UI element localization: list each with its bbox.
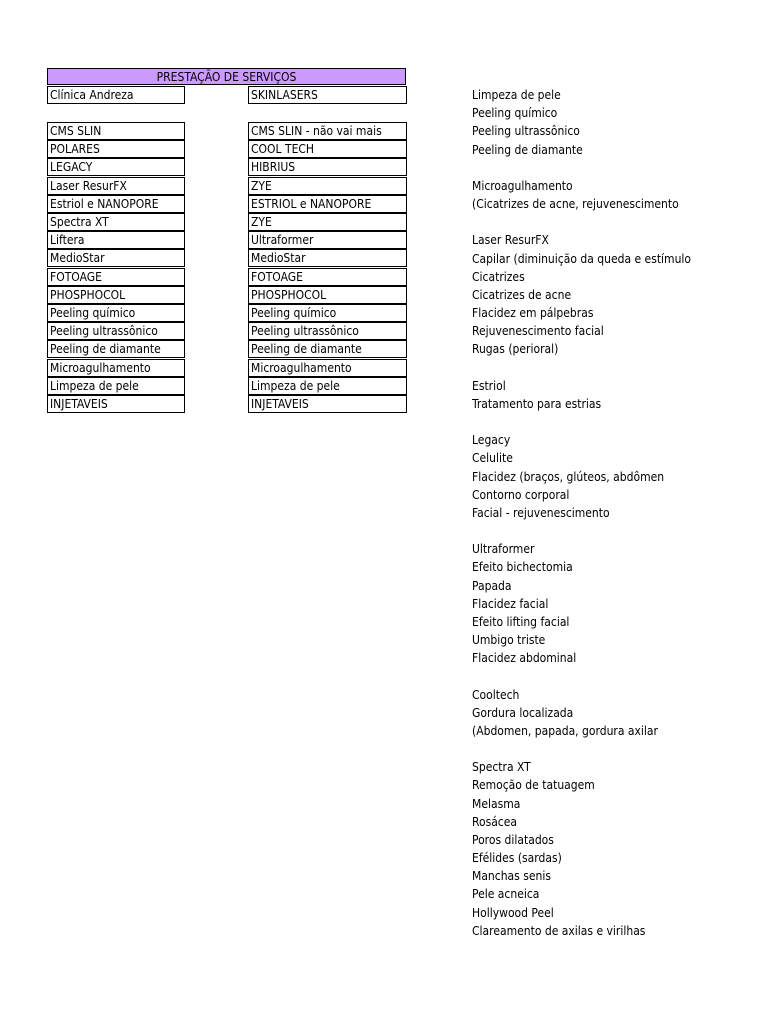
- skinlasers-row: ESTRIOL e NANOPORE: [248, 195, 407, 213]
- skinlasers-row: Peeling químico: [248, 304, 407, 322]
- service-line: Melasma: [472, 796, 521, 811]
- service-line: Cooltech: [472, 687, 520, 702]
- service-line: Gordura localizada: [472, 705, 574, 720]
- service-line: Estriol: [472, 378, 506, 393]
- clinic-andreza-title: Clínica Andreza: [47, 86, 185, 104]
- service-line: Spectra XT: [472, 760, 531, 775]
- skinlasers-row: Peeling ultrassônico: [248, 322, 407, 340]
- clinic-andreza-row: INJETAVEIS: [47, 395, 185, 413]
- service-line: Rejuvenescimento facial: [472, 324, 604, 339]
- service-line: Facial - rejuvenescimento: [472, 505, 610, 520]
- service-line: Rugas (perioral): [472, 342, 559, 357]
- clinic-andreza-row: Microagulhamento: [47, 359, 185, 377]
- service-line: Efélides (sardas): [472, 851, 562, 866]
- skinlasers-row: Microagulhamento: [248, 359, 407, 377]
- clinic-andreza-row: Peeling químico: [47, 304, 185, 322]
- service-line: Rosácea: [472, 814, 517, 829]
- service-line: Contorno corporal: [472, 487, 570, 502]
- skinlasers-row: FOTOAGE: [248, 268, 407, 286]
- skinlasers-row: Ultraformer: [248, 231, 407, 249]
- skinlasers-row: HIBRIUS: [248, 158, 407, 176]
- service-line: Tratamento para estrias: [472, 396, 602, 411]
- service-line: Papada: [472, 578, 512, 593]
- clinic-andreza-row: Limpeza de pele: [47, 377, 185, 395]
- service-line: Hollywood Peel: [472, 905, 554, 920]
- service-line: Flacidez (braços, glúteos, abdômen: [472, 469, 665, 484]
- clinic-andreza-row: Spectra XT: [47, 213, 185, 231]
- service-line: [472, 413, 662, 431]
- service-line: [472, 740, 662, 758]
- service-line: [472, 522, 662, 540]
- service-line: (Abdomen, papada, gordura axilar: [472, 723, 658, 738]
- clinic-andreza-row: FOTOAGE: [47, 268, 185, 286]
- skinlasers-row: Peeling de diamante: [248, 340, 407, 358]
- service-line: Cicatrizes: [472, 269, 525, 284]
- service-line: [472, 213, 662, 231]
- service-line: (Cicatrizes de acne, rejuvenescimento: [472, 197, 679, 212]
- service-line: Ultraformer: [472, 542, 535, 557]
- clinic-andreza-row: Liftera: [47, 231, 185, 249]
- clinic-andreza-row: Peeling de diamante: [47, 340, 185, 358]
- skinlasers-row: INJETAVEIS: [248, 395, 407, 413]
- service-line: Legacy: [472, 433, 511, 448]
- service-line: Celulite: [472, 451, 513, 466]
- clinic-andreza-row: Estriol e NANOPORE: [47, 195, 185, 213]
- skinlasers-row: Limpeza de pele: [248, 377, 407, 395]
- clinic-andreza-row: Laser ResurFX: [47, 177, 185, 195]
- skinlasers-row: PHOSPHOCOL: [248, 286, 407, 304]
- service-line: Clareamento de axilas e virilhas: [472, 923, 646, 938]
- clinic-andreza-row: MedioStar: [47, 249, 185, 267]
- service-line: Efeito bichectomia: [472, 560, 573, 575]
- skinlasers-title: SKINLASERS: [248, 86, 407, 104]
- service-line: Cicatrizes de acne: [472, 287, 572, 302]
- service-line: Limpeza de pele: [472, 88, 561, 102]
- service-line: Flacidez em pálpebras: [472, 306, 594, 321]
- service-line: Peeling químico: [472, 106, 558, 121]
- clinic-andreza-row: Peeling ultrassônico: [47, 322, 185, 340]
- service-line: [472, 667, 662, 685]
- clinic-andreza-row: LEGACY: [47, 158, 185, 176]
- service-line: Remoção de tatuagem: [472, 778, 595, 793]
- service-line: Manchas senis: [472, 869, 551, 884]
- service-line: Flacidez abdominal: [472, 651, 577, 666]
- service-line: Laser ResurFX: [472, 233, 549, 248]
- table-header-title: PRESTAÇÃO DE SERVIÇOS: [47, 68, 406, 85]
- service-line: Flacidez facial: [472, 596, 549, 611]
- clinic-andreza-row: POLARES: [47, 140, 185, 158]
- service-line: Efeito lifting facial: [472, 614, 570, 629]
- clinic-andreza-row: PHOSPHOCOL: [47, 286, 185, 304]
- skinlasers-row: ZYE: [248, 213, 407, 231]
- skinlasers-row: MedioStar: [248, 249, 407, 267]
- service-line: Microagulhamento: [472, 178, 573, 193]
- service-line: [472, 159, 662, 177]
- skinlasers-row: COOL TECH: [248, 140, 407, 158]
- service-line: Poros dilatados: [472, 832, 554, 847]
- service-line: Peeling ultrassônico: [472, 124, 580, 139]
- service-line: Umbigo triste: [472, 633, 546, 648]
- service-line: Capilar (diminuição da queda e estímulo: [472, 251, 692, 266]
- clinic-andreza-row: CMS SLIN: [47, 122, 185, 140]
- service-line: Pele acneica: [472, 887, 540, 902]
- service-line: [472, 359, 662, 377]
- skinlasers-row: CMS SLIN - não vai mais: [248, 122, 407, 140]
- skinlasers-row: ZYE: [248, 177, 407, 195]
- service-line: Peeling de diamante: [472, 142, 583, 157]
